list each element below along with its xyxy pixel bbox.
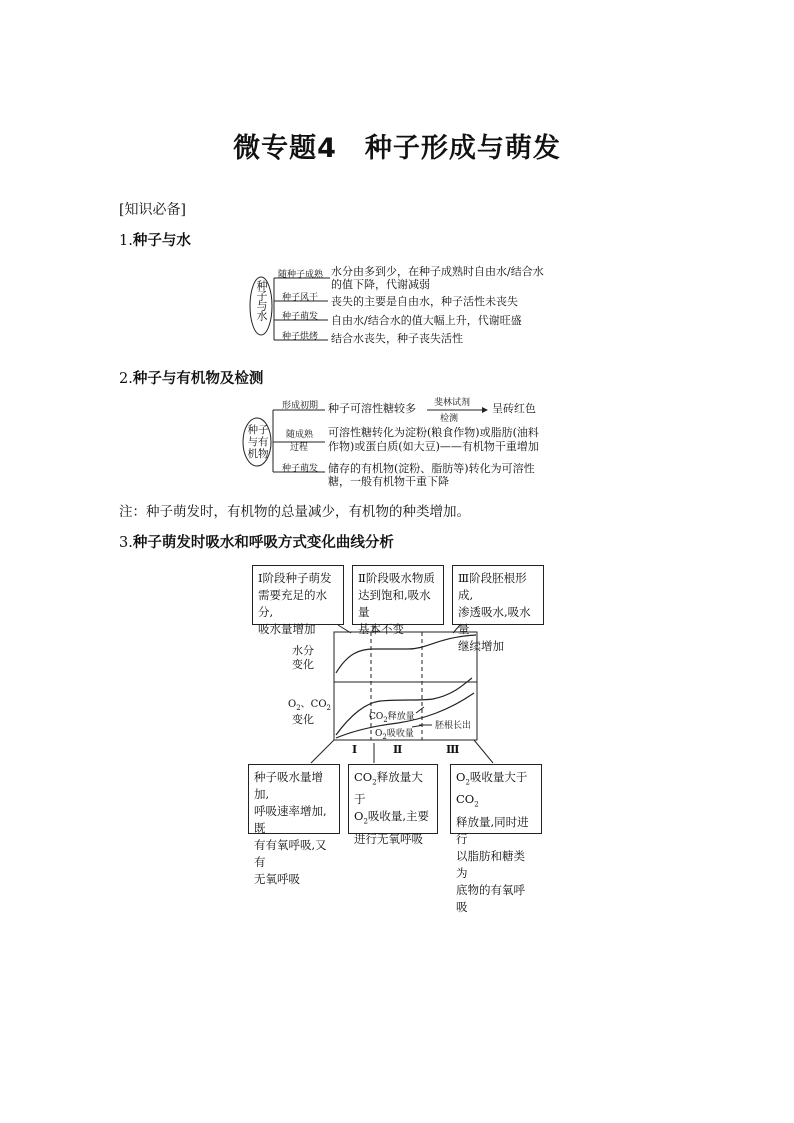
stage-3-respiration-note xyxy=(450,764,542,914)
map1-center: 种子与水 xyxy=(255,280,268,320)
note-line: 进行无氧呼吸 xyxy=(354,831,423,846)
map1-branch-text: 自由水/结合水的值大幅上升，代谢旺盛 xyxy=(331,314,522,327)
knowledge-label: [知识必备] xyxy=(119,202,186,218)
stage-2-note-line: Ⅱ阶段吸水物质 xyxy=(358,571,435,585)
stage-2-note-line: 达到饱和,吸水量 xyxy=(358,588,431,619)
stage-1-note-line: Ⅰ阶段种子萌发 xyxy=(258,571,332,585)
stage-3-note-line: 继续增加 xyxy=(458,639,504,653)
stage-1-respiration-note xyxy=(248,764,340,886)
map1-branch-label: 随种子成熟 xyxy=(278,270,324,280)
seed-water-concept-map xyxy=(248,265,558,348)
uptake-text: 吸收量 xyxy=(386,729,414,739)
note-text: 释放量大于 xyxy=(354,770,423,807)
sub-2: 2 xyxy=(296,704,301,712)
sub-2: 2 xyxy=(465,778,470,787)
release-text: 释放量 xyxy=(387,712,415,722)
co2-release-label xyxy=(369,709,415,724)
map1-branch-text: 丧失的主要是自由水，种子活性未丧失 xyxy=(331,295,518,308)
map2-branch-label: 种子萌发 xyxy=(282,464,319,474)
gas-label-co2: 、CO xyxy=(300,699,327,710)
o2-text: O xyxy=(354,809,364,824)
o2-uptake-label xyxy=(375,726,414,741)
radicle-label: 胚根长出 xyxy=(435,721,472,731)
note-line: 呼吸速率增加,既 xyxy=(254,804,327,835)
stage-1-note-line: 吸水量增加 xyxy=(258,622,316,636)
section-1-title: 种子与水 xyxy=(132,233,191,249)
sub-2: 2 xyxy=(363,817,368,826)
note-line: 无氧呼吸 xyxy=(254,872,300,886)
note-line: 有有氧呼吸,又有 xyxy=(254,838,327,869)
note: 注：种子萌发时，有机物的总量减少，有机物的种类增加。 xyxy=(119,504,470,520)
section-3-title: 种子萌发时吸水和呼吸方式变化曲线分析 xyxy=(132,535,394,551)
sub-2: 2 xyxy=(382,732,387,741)
map1-branch-text: 水分由多到少，在种子成熟时自由水/结合水 xyxy=(331,265,544,278)
stage-numeral: Ⅱ xyxy=(393,743,403,756)
sub-2: 2 xyxy=(474,800,479,809)
co2-text: CO xyxy=(369,712,384,722)
map2-center: 种子与有机物 xyxy=(247,424,269,460)
stage-3-note-line: Ⅲ阶段胚根形成, xyxy=(458,571,527,602)
section-2-number: 2. xyxy=(119,371,133,387)
note-text: 吸收量,主要 xyxy=(367,809,430,824)
map2-branch-text: 种子可溶性糖较多 xyxy=(328,402,416,415)
note-line: 底物的有氧呼吸 xyxy=(456,882,525,914)
map2-branch-label: 形成初期 xyxy=(282,401,319,411)
section-3-number: 3. xyxy=(119,535,133,551)
stage-numeral: Ⅰ xyxy=(352,743,358,756)
map1-branch-text: 的值下降，代谢减弱 xyxy=(331,278,430,291)
section-1-number: 1. xyxy=(119,233,133,249)
stage-1-note-line: 需要充足的水分, xyxy=(258,588,327,619)
map2-branch-label: 过程 xyxy=(290,443,309,453)
arrow-bottom-label: 检测 xyxy=(440,414,459,424)
stage-numeral: Ⅲ xyxy=(446,743,460,756)
o2-text: O xyxy=(456,770,466,784)
sub-2: 2 xyxy=(383,715,388,724)
o2-text: O xyxy=(375,729,383,739)
water-label: 水分 xyxy=(292,644,314,657)
co2-text: CO xyxy=(354,770,373,784)
stage-3-note-line: 渗透吸水,吸水量 xyxy=(458,605,531,636)
map2-branch-text: 储存的有机物(淀粉、脂肪等)转化为可溶性 xyxy=(328,462,535,475)
note-line xyxy=(456,769,536,814)
seed-organic-concept-map xyxy=(242,396,562,488)
map2-branch-text: 糖，一般有机物干重下降 xyxy=(328,475,449,488)
gas-label-o2: O xyxy=(288,699,297,710)
water-label: 变化 xyxy=(292,658,314,671)
note-line xyxy=(354,769,432,808)
note-text: 吸收量大于CO xyxy=(456,770,528,807)
map2-branch-text: 呈砖红色 xyxy=(492,402,536,415)
section-2-title: 种子与有机物及检测 xyxy=(132,371,264,387)
note-line: 以脂肪和糖类为 xyxy=(456,848,525,880)
map2-branch-text: 作物)或蛋白质(如大豆)——有机物干重增加 xyxy=(328,440,539,453)
sub-2: 2 xyxy=(326,704,331,712)
map1-branch-text: 结合水丧失，种子丧失活性 xyxy=(331,332,463,345)
map2-branch-text: 可溶性糖转化为淀粉(粮食作物)或脂肪(油料 xyxy=(328,426,539,439)
germination-diagram xyxy=(248,563,548,914)
stage-2-note-line: 基本不变 xyxy=(358,622,404,636)
section-3-heading xyxy=(119,531,394,552)
map1-branch-label: 种子萌发 xyxy=(282,312,319,322)
section-2-heading xyxy=(119,367,263,388)
water-curve xyxy=(336,635,476,673)
note-line: 释放量,同时进行 xyxy=(456,814,529,846)
note-line xyxy=(354,808,432,830)
stage-2-respiration-note xyxy=(348,764,438,846)
section-1-heading xyxy=(119,229,191,250)
map1-branch-label: 种子烘烤 xyxy=(282,332,319,342)
page-title: 微专题4 种子形成与萌发 xyxy=(233,133,561,164)
note-line: 种子吸水量增加, xyxy=(254,770,323,801)
arrow-top-label: 斐林试剂 xyxy=(434,398,471,408)
map2-branch-label: 随成熟 xyxy=(286,430,314,440)
sub-2: 2 xyxy=(372,778,377,787)
gas-label: 变化 xyxy=(292,713,314,726)
map1-branch-label: 种子风干 xyxy=(282,293,319,303)
